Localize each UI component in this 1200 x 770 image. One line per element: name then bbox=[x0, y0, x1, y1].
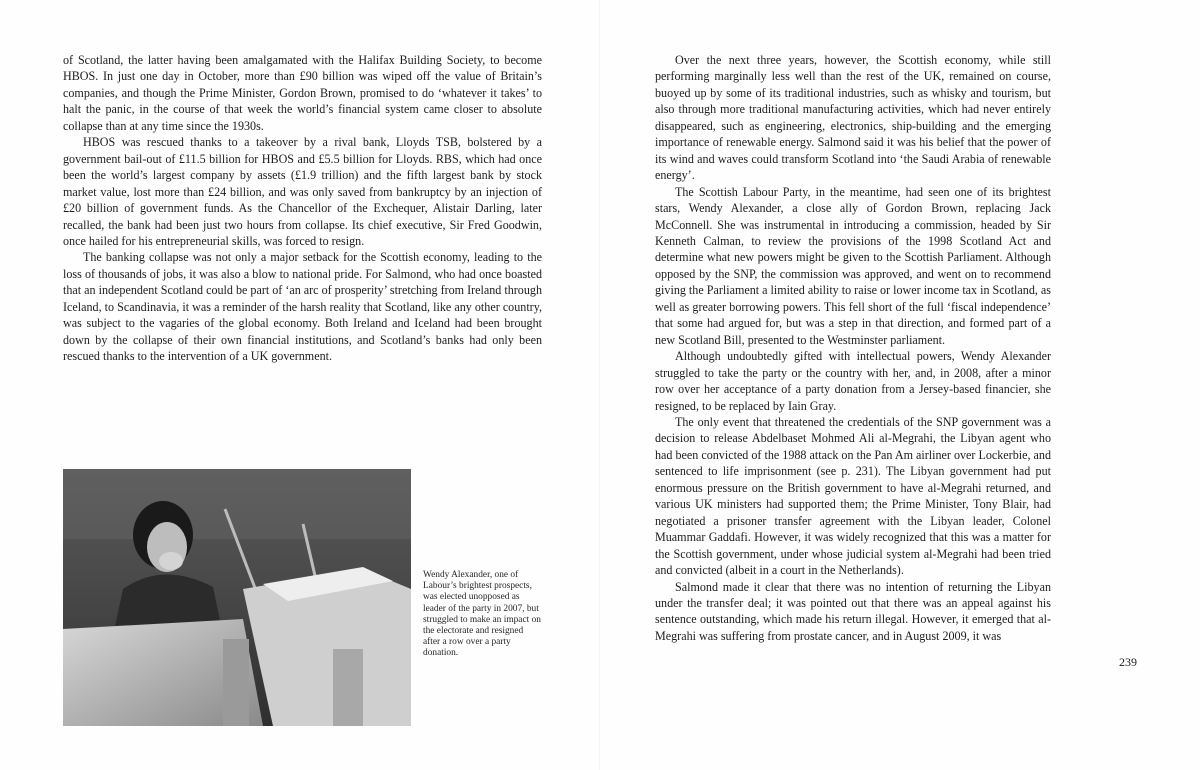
page-number: 239 bbox=[1119, 655, 1137, 669]
paragraph: HBOS was rescued thanks to a takeover by a rival bank, Lloyds TSB, bolstered by a government bail-out of £11.5 billion for HBOS and £5.5 billion for Lloyds. RBS, which had once been the world’s largest company by assets (£1.9 trillion) and the fifth largest bank by stock market value, lost more than £24 billion, and was only saved from bankruptcy by an injection of £20 billion of government funds. As the Chancellor of the Exchequer, Alistair Darling, later recalled, the bank had been just two hours from collapse. Its chief executive, Sir Fred Goodwin, once hailed for his entrepreneurial skills, was forced to resign. bbox=[63, 135, 542, 248]
paragraph: The Scottish Labour Party, in the meantime, had seen one of its brightest stars, Wendy Alexander, a close ally of Gordon Brown, replacing Jack McConnell. She was instrumental in introducing a commission, headed by Sir Kenneth Calman, to review the provisions of the 1998 Scotland Act and determine what new powers might be given to the Scottish Parliament. Although opposed by the SNP, the commission was approved, and went on to recommend giving the Parliament a limited ability to raise or lower income tax in Scotland, as well as greater borrowing powers. This fell short of the full ‘fiscal independence’ that some had argued for, but was a step in that direction, and formed part of a new Scotland Bill, presented to the Westminster parliament. bbox=[655, 184, 1051, 347]
photo-illustration bbox=[63, 469, 411, 726]
paragraph: The banking collapse was not only a major setback for the Scottish economy, leading to the loss of thousands of jobs, it was also a blow to national pride. For Salmond, who had once boasted that an independent Scotland could be part of ‘an arc of prosperity’ stretching from Ireland through Iceland, to Scandinavia, it was a reminder of the harsh reality that Scotland, like any other country, was subject to the vagaries of the global economy. Both Ireland and Iceland had been brought down by the collapse of their own financial institutions, and Scotland’s banks had only been rescued thanks to the intervention of a UK government. bbox=[63, 250, 542, 364]
paragraph: The only event that threatened the credentials of the SNP government was a decision to release Abdelbaset Mohmed Ali al-Megrahi, the Libyan agent who had been convicted of the 1988 attack on the Pan Am airliner over Lockerbie, and sentenced to life imprisonment (see p. 231). The Libyan government had put enormous pressure on the British government to have al-Megrahi returned, and various UK ministers had supported them; the Prime Minister, Tony Blair, had negotiated a prisoner transfer agreement with the Libyan leader, Colonel Muammar Gaddafi. However, it was widely recognized that this was a matter for the Scottish government, under whose judicial system al-Megrahi had been tried and convicted (albeit in a court in the Netherlands). bbox=[655, 414, 1051, 578]
paragraph: of Scotland, the latter having been amalgamated with the Halifax Building Society, to become HBOS. In just one day in October, more than £90 billion was wiped off the value of Britain’s companies, and though the Prime Minister, Gordon Brown, promised to do ‘whatever it takes’ to halt the panic, in the course of that week the world’s financial system came closer to absolute collapse than at any time since the 1930s. bbox=[63, 53, 542, 133]
paragraph: Salmond made it clear that there was no intention of returning the Libyan under the transfer deal; it was pointed out that there was an appeal against his sentence outstanding, which made his return illegal. However, it emerged that al-Megrahi was suffering from prostate cancer, and in August 2009, it was bbox=[655, 579, 1051, 643]
wendy-alexander-photo bbox=[63, 469, 411, 726]
left-text-column bbox=[63, 52, 542, 365]
right-text-column bbox=[655, 52, 1051, 644]
photo-caption: Wendy Alexander, one of Labour’s brightest prospects, was elected unopposed as leader of the party in 2007, but struggled to make an impact on the electorate and resigned after a row over a party donation. bbox=[423, 570, 541, 659]
paragraph: Over the next three years, however, the Scottish economy, while still performing marginally less well than the rest of the UK, remained on course, buoyed up by some of its traditional industries, such as whisky and tourism, but also through more traditional manufacturing activities, which had never entirely disappeared, such as engineering, electronics, ship-building and the emerging importance of renewable energy. Salmond said it was his belief that the power of its wind and waves could transform Scotland into ‘the Saudi Arabia of renewable energy’. bbox=[655, 53, 1051, 183]
paragraph: Although undoubtedly gifted with intellectual powers, Wendy Alexander struggled to take the party or the country with her, and, in 2008, after a minor row over her acceptance of a party donation from a Jersey-based financier, she resigned, to be replaced by Iain Gray. bbox=[655, 349, 1051, 413]
